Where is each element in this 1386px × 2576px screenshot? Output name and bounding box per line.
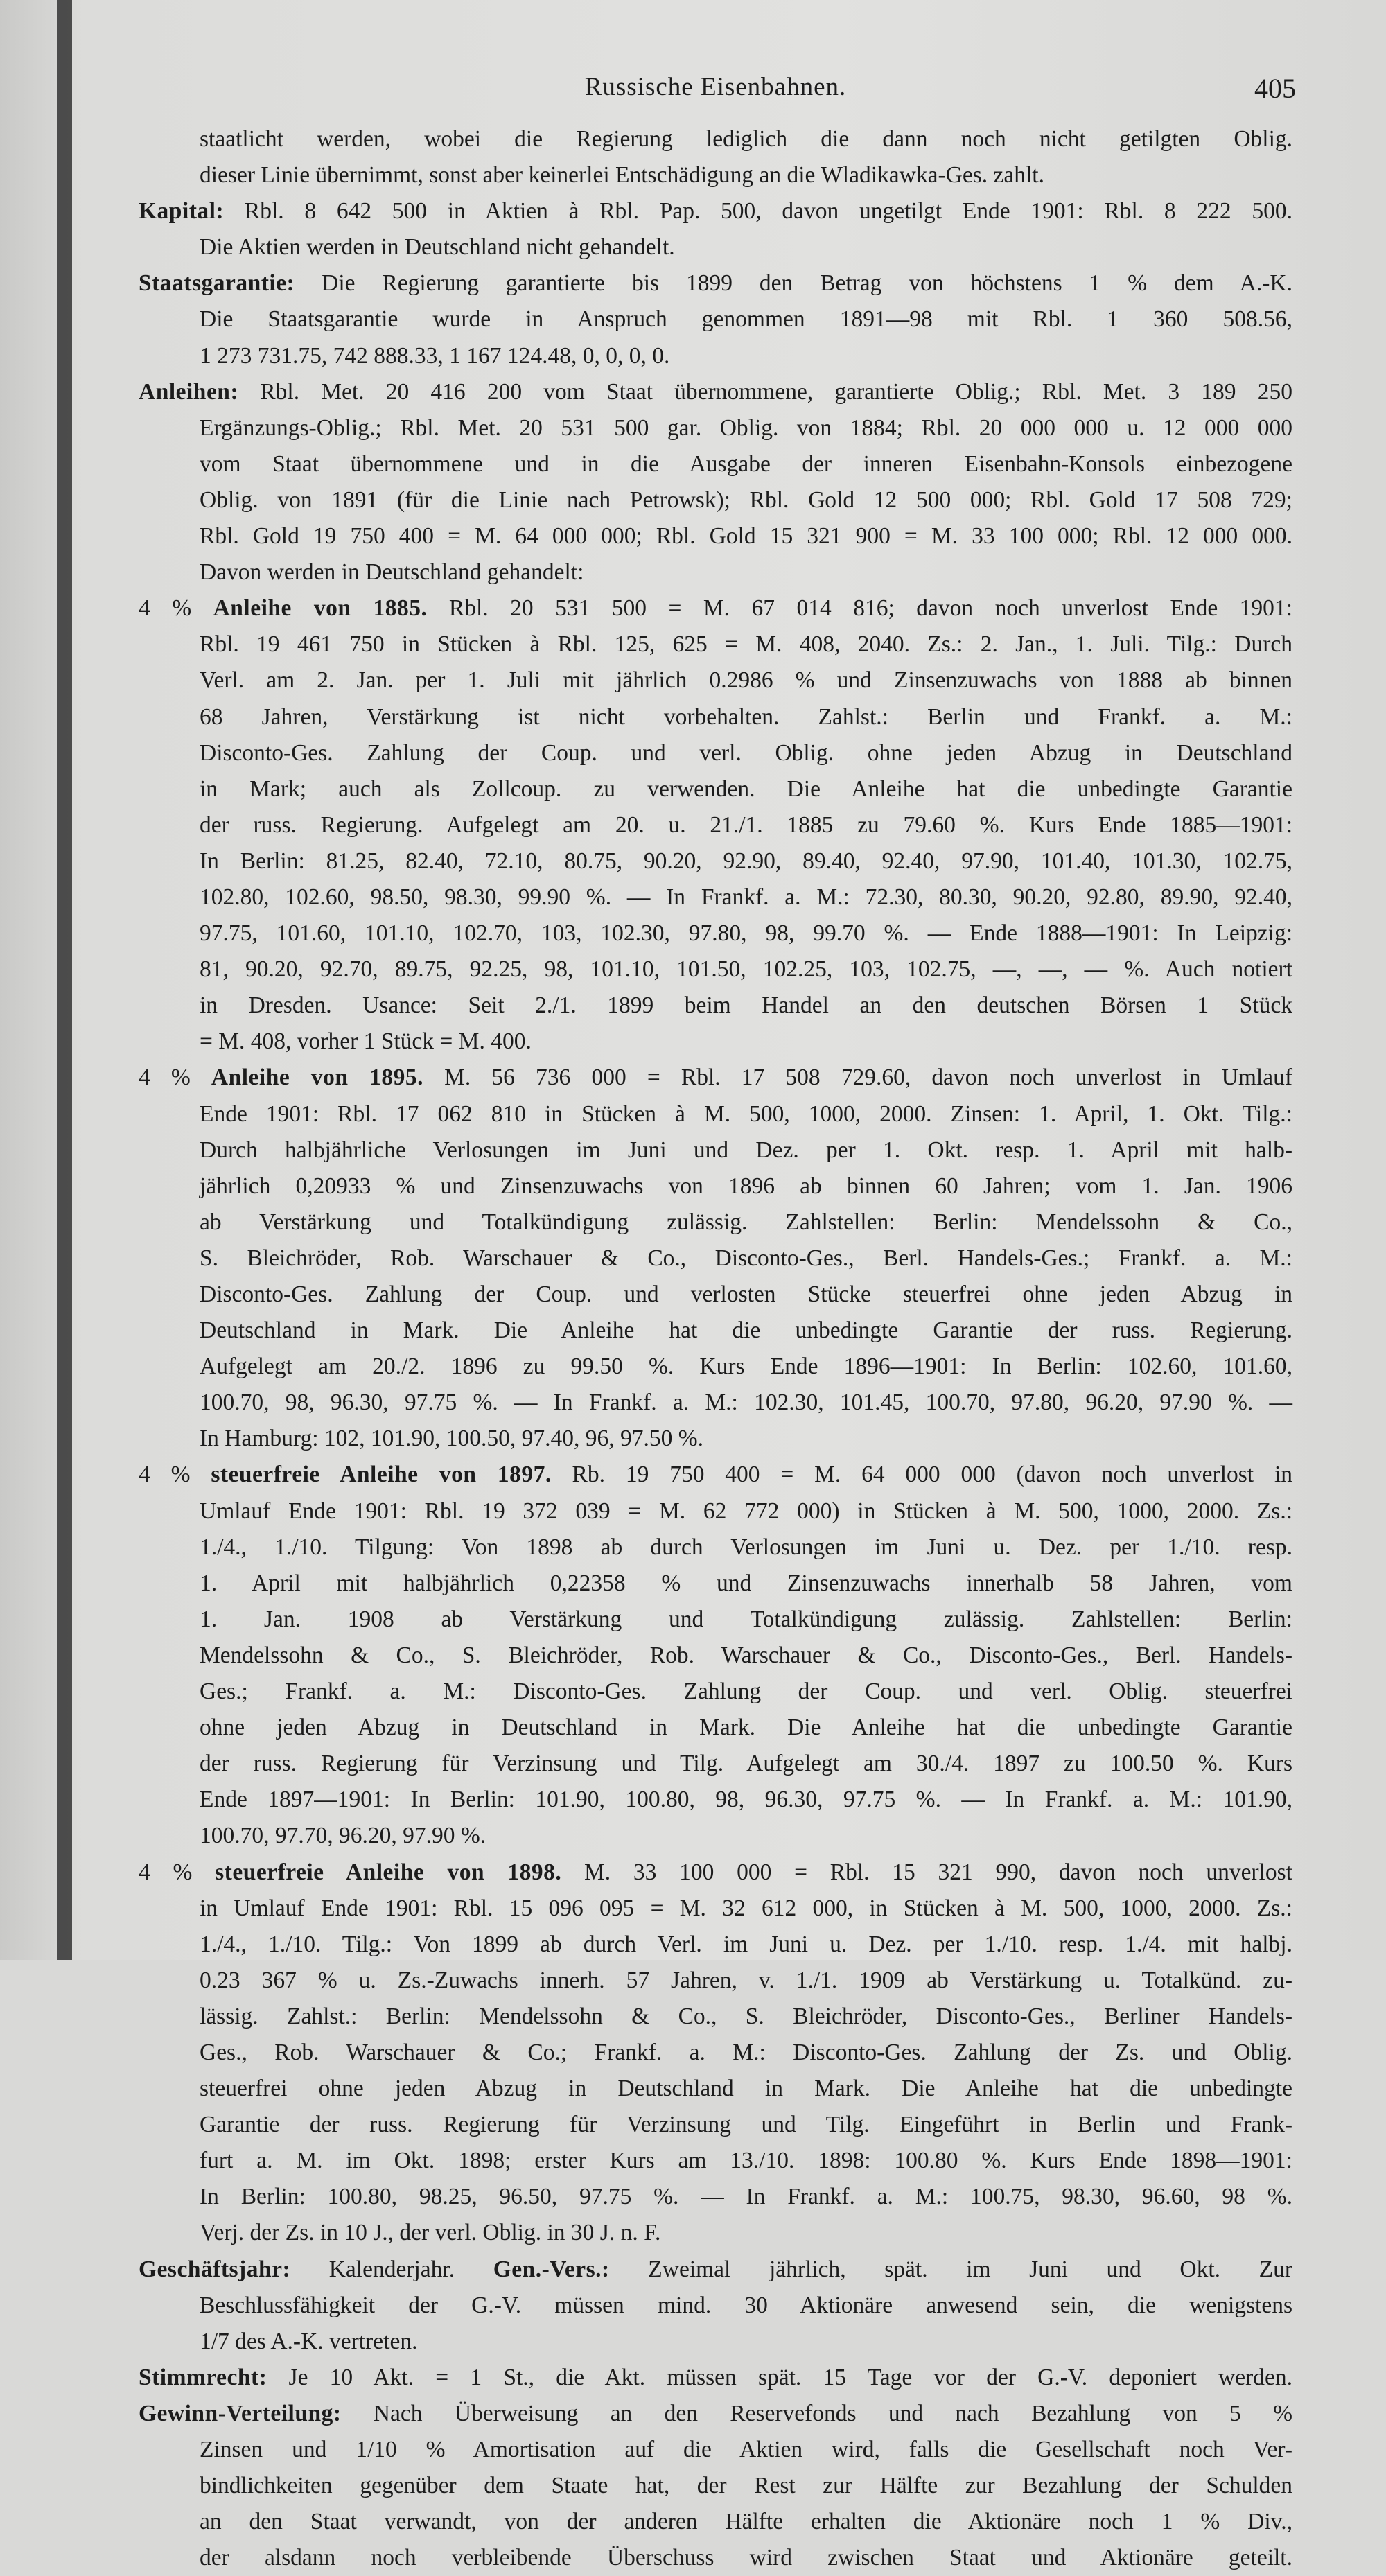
text-run: Ergänzungs-Oblig.; Rbl. Met. 20 531 500 gar. Oblig. von 1884; Rbl. 20 000 000 u. 12 000 000 — [200, 414, 1292, 441]
text-run: Rbl. Gold 19 750 400 = M. 64 000 000; Rbl. Gold 15 321 900 = M. 33 100 000; Rbl. 12 000 000. — [200, 523, 1292, 550]
text-line — [139, 2143, 1292, 2179]
text-run: Kalenderjahr. — [290, 2256, 493, 2282]
text-run: vom Staat übernommene und in die Ausgabe der inneren Eisenbahn-Konsols einbezogene — [200, 450, 1292, 477]
text-run: Davon werden in Deutschland gehandelt: — [200, 559, 584, 586]
text-run: Beschlussfähigkeit der G.-V. müssen mind. 30 Aktionäre anwesend sein, die wenigstens — [200, 2292, 1292, 2318]
text-run: Disconto-Ges. Zahlung der Coup. und verlosten Stücke steuerfrei ohne jeden Abzug in — [200, 1281, 1292, 1307]
text-run: der russ. Regierung. Aufgelegt am 20. u. 21./1. 1885 zu 79.60 %. Kurs Ende 1885—1901: — [200, 812, 1292, 838]
text-run: furt a. M. im Okt. 1898; erster Kurs am 13./10. 1898: 100.80 %. Kurs Ende 1898—1901: — [200, 2148, 1292, 2174]
text-run: Ges., Rob. Warschauer & Co.; Frankf. a. M.: Disconto-Ges. Zahlung der Zs. und Oblig. — [200, 2039, 1292, 2065]
text-run: der russ. Regierung für Verzinsung und Tilg. Aufgelegt am 30./4. 1897 zu 100.50 %. Kurs — [200, 1751, 1292, 1777]
text-line — [139, 2468, 1292, 2504]
text-line — [139, 1963, 1292, 1999]
text-line — [139, 1818, 1292, 1854]
text-line — [139, 410, 1292, 446]
text-line — [139, 2179, 1292, 2215]
text-run: Aufgelegt am 20./2. 1896 zu 99.50 %. Kurs Ende 1896—1901: In Berlin: 102.60, 101.60, — [200, 1353, 1292, 1380]
text-run: = M. 408, vorher 1 Stück = M. 400. — [200, 1028, 532, 1055]
text-line — [139, 1493, 1292, 1530]
text-line — [139, 446, 1292, 482]
text-line — [139, 2215, 1292, 2251]
text-line — [139, 338, 1292, 374]
text-run: Zinsen und 1/10 % Amortisation auf die Aktien wird, falls die Gesellschaft noch Ver- — [200, 2437, 1292, 2462]
text-run: an den Staat verwandt, von der anderen Hälfte erhalten die Aktionäre noch 1 % Div., — [200, 2509, 1292, 2535]
text-line — [139, 265, 1292, 301]
text-line — [139, 988, 1292, 1024]
text-line — [139, 193, 1292, 229]
text-line — [139, 2324, 1292, 2360]
text-line — [139, 157, 1292, 193]
text-run: Zweimal jährlich, spät. im Juni und Okt. Zur — [609, 2256, 1292, 2282]
entry-heading: Geschäftsjahr: — [139, 2256, 291, 2282]
text-run: In Berlin: 81.25, 82.40, 72.10, 80.75, 90.20, 92.90, 89.40, 92.40, 97.90, 101.40, 101.30, 102.75, — [200, 848, 1292, 874]
text-run: Rbl. 19 461 750 in Stücken à Rbl. 125, 625 = M. 408, 2040. Zs.: 2. Jan., 1. Juli. Tilg.: Durch — [200, 631, 1292, 658]
text-line — [139, 1277, 1292, 1313]
text-line — [139, 554, 1292, 590]
text-line — [139, 1024, 1292, 1060]
text-line — [139, 1096, 1292, 1132]
running-title: Russische Eisenbahnen. — [584, 73, 847, 101]
page-number: 405 — [1254, 73, 1296, 104]
text-line — [139, 1385, 1292, 1421]
text-line — [139, 1530, 1292, 1566]
text-run: 100.70, 97.70, 96.20, 97.90 %. — [200, 1823, 486, 1849]
entry-heading: Anleihen: — [139, 378, 239, 405]
text-run: 4 % — [139, 1462, 211, 1488]
text-run: bindlichkeiten gegenüber dem Staate hat, der Rest zur Hälfte zur Bezahlung der Schulden — [200, 2473, 1292, 2499]
text-line — [139, 1132, 1292, 1168]
text-line — [139, 2540, 1292, 2576]
text-line — [139, 2288, 1292, 2324]
text-line — [139, 229, 1292, 265]
text-run: Ende 1901: Rbl. 17 062 810 in Stücken à M. 500, 1000, 2000. Zinsen: 1. April, 1. Okt. Tilg.: — [200, 1101, 1292, 1127]
text-run: 97.75, 101.60, 101.10, 102.70, 103, 102.30, 97.80, 98, 99.70 %. — Ende 1888—1901: In Leipzig: — [200, 920, 1292, 947]
entry-heading: steuerfreie Anleihe von 1898. — [215, 1859, 562, 1885]
binding-edge — [57, 0, 72, 1960]
text-line — [139, 1241, 1292, 1277]
text-line — [139, 1638, 1292, 1674]
text-line — [139, 1746, 1292, 1782]
text-run: jährlich 0,20933 % und Zinsenzuwachs von 1896 ab binnen 60 Jahren; vom 1. Jan. 1906 — [200, 1173, 1292, 1199]
text-run: M. 33 100 000 = Rbl. 15 321 990, davon noch unverlost — [561, 1859, 1292, 1885]
text-run: in Umlauf Ende 1901: Rbl. 15 096 095 = M. 32 612 000, in Stücken à M. 500, 1000, 2000. Zs.: — [200, 1895, 1292, 1921]
text-line — [139, 1855, 1292, 1891]
text-run: Die Aktien werden in Deutschland nicht gehandelt. — [200, 234, 675, 261]
text-line — [139, 771, 1292, 807]
text-run: 102.80, 102.60, 98.50, 98.30, 99.90 %. — In Frankf. a. M.: 72.30, 80.30, 90.20, 92.80, 89.90, 92.40, — [200, 884, 1292, 910]
text-line — [139, 2396, 1292, 2432]
page-body — [139, 121, 1292, 2576]
text-line — [139, 482, 1292, 518]
text-line — [139, 1204, 1292, 1241]
text-line — [139, 627, 1292, 663]
text-line — [139, 1891, 1292, 1927]
text-run: In Berlin: 100.80, 98.25, 96.50, 97.75 %. — In Frankf. a. M.: 100.75, 98.30, 96.60, 98 %. — [200, 2184, 1292, 2210]
text-run: Durch halbjährliche Verlosungen im Juni und Dez. per 1. Okt. resp. 1. April mit halb- — [200, 1137, 1292, 1163]
text-run: Rbl. 8 642 500 in Aktien à Rbl. Pap. 500, davon ungetilgt Ende 1901: Rbl. 8 222 500. — [224, 198, 1292, 225]
text-run: in Mark; auch als Zollcoup. zu verwenden. Die Anleihe hat die unbedingte Garantie — [200, 776, 1292, 802]
text-run: M. 56 736 000 = Rbl. 17 508 729.60, davon noch unverlost in Umlauf — [423, 1064, 1292, 1091]
entry-heading: Anleihe von 1895. — [211, 1064, 423, 1091]
text-run: der alsdann noch verbleibende Überschuss wird zwischen Staat und Aktionäre geteilt. — [200, 2545, 1292, 2571]
text-line — [139, 1566, 1292, 1602]
text-line — [139, 121, 1292, 157]
text-run: Die Staatsgarantie wurde in Anspruch genommen 1891—98 mit Rbl. 1 360 508.56, — [200, 306, 1292, 333]
page-header — [135, 72, 1296, 107]
text-line — [139, 1602, 1292, 1638]
text-line — [139, 952, 1292, 988]
text-run: Verl. am 2. Jan. per 1. Juli mit jährlich 0.2986 % und Zinsenzuwachs von 1888 ab binnen — [200, 667, 1292, 694]
entry-heading: Gen.-Vers.: — [493, 2256, 610, 2282]
text-run: Nach Überweisung an den Reservefonds und nach Bezahlung von 5 % — [341, 2400, 1292, 2426]
text-run: 4 % — [139, 1064, 211, 1091]
entry-heading: Staatsgarantie: — [139, 270, 295, 297]
text-run: 100.70, 98, 96.30, 97.75 %. — In Frankf. a. M.: 102.30, 101.45, 100.70, 97.80, 96.20, 97.90 %. — — [200, 1390, 1292, 1416]
text-line — [139, 1710, 1292, 1746]
text-line — [139, 1313, 1292, 1349]
text-run: Ges.; Frankf. a. M.: Disconto-Ges. Zahlung der Coup. und verl. Oblig. steuerfrei — [200, 1679, 1292, 1705]
text-run: in Dresden. Usance: Seit 2./1. 1899 beim Handel an den deutschen Börsen 1 Stück — [200, 992, 1292, 1019]
text-run: ab Verstärkung und Totalkündigung zulässig. Zahlstellen: Berlin: Mendelssohn & Co., — [200, 1209, 1292, 1235]
text-run: 1 273 731.75, 742 888.33, 1 167 124.48, 0, 0, 0, 0. — [200, 342, 670, 369]
text-line — [139, 1927, 1292, 1963]
text-run: 1/7 des A.-K. vertreten. — [200, 2328, 418, 2354]
text-run: staatlicht werden, wobei die Regierung lediglich die dann noch nicht getilgten Oblig. — [200, 126, 1292, 152]
entry-heading: Kapital: — [139, 198, 225, 225]
text-run: Rb. 19 750 400 = M. 64 000 000 (davon noch unverlost in — [551, 1462, 1292, 1488]
text-line — [139, 1060, 1292, 1096]
text-run: lässig. Zahlst.: Berlin: Mendelssohn & Co., S. Bleichröder, Disconto-Ges., Berliner Handels- — [200, 2003, 1292, 2029]
text-line — [139, 2071, 1292, 2107]
text-line — [139, 1421, 1292, 1457]
entry-heading: Anleihe von 1885. — [213, 595, 428, 622]
text-line — [139, 2360, 1292, 2396]
text-line — [139, 2107, 1292, 2143]
text-run: Ende 1897—1901: In Berlin: 101.90, 100.80, 98, 96.30, 97.75 %. — In Frankf. a. M.: 101.90, — [200, 1787, 1292, 1813]
text-run: Rbl. Met. 20 416 200 vom Staat übernommene, garantierte Oblig.; Rbl. Met. 3 189 250 — [238, 378, 1292, 405]
text-run: Disconto-Ges. Zahlung der Coup. und verl. Oblig. ohne jeden Abzug in Deutschland — [200, 739, 1292, 766]
text-line — [139, 1349, 1292, 1385]
text-run: Je 10 Akt. = 1 St., die Akt. müssen spät. 15 Tage vor der G.-V. deponiert werden. — [267, 2364, 1292, 2390]
text-line — [139, 915, 1292, 952]
text-run: 0.23 367 % u. Zs.-Zuwachs innerh. 57 Jahren, v. 1./1. 1909 ab Verstärkung u. Totalkünd. zu- — [200, 1967, 1292, 1993]
text-line — [139, 843, 1292, 879]
entry-heading: steuerfreie Anleihe von 1897. — [211, 1462, 552, 1488]
text-line — [139, 590, 1292, 627]
text-run: 1. Jan. 1908 ab Verstärkung und Totalkündigung zulässig. Zahlstellen: Berlin: — [200, 1606, 1292, 1632]
text-line — [139, 301, 1292, 338]
text-line — [139, 879, 1292, 915]
text-run: S. Bleichröder, Rob. Warschauer & Co., Disconto-Ges., Berl. Handels-Ges.; Frankf. a. M.: — [200, 1245, 1292, 1271]
text-run: 68 Jahren, Verstärkung ist nicht vorbehalten. Zahlst.: Berlin und Frankf. a. M.: — [200, 703, 1292, 730]
text-run: 1./4., 1./10. Tilg.: Von 1899 ab durch Verl. im Juni u. Dez. per 1./10. resp. 1./4. mit halbj. — [200, 1931, 1292, 1957]
text-run: 1./4., 1./10. Tilgung: Von 1898 ab durch Verlosungen im Juni u. Dez. per 1./10. resp. — [200, 1534, 1292, 1560]
text-line — [139, 1457, 1292, 1493]
text-run: Deutschland in Mark. Die Anleihe hat die unbedingte Garantie der russ. Regierung. — [200, 1317, 1292, 1344]
text-line — [139, 1674, 1292, 1710]
text-line — [139, 663, 1292, 699]
text-line — [139, 807, 1292, 843]
text-line — [139, 2504, 1292, 2540]
text-run: dieser Linie übernimmt, sonst aber keinerlei Entschädigung an die Wladikawka-Ges. zahlt. — [200, 162, 1044, 189]
text-run: Die Regierung garantierte bis 1899 den Betrag von höchstens 1 % dem A.-K. — [295, 270, 1292, 297]
text-run: Oblig. von 1891 (für die Linie nach Petrowsk); Rbl. Gold 12 500 000; Rbl. Gold 17 508 729; — [200, 487, 1292, 513]
text-run: 4 % — [139, 1859, 216, 1885]
text-line — [139, 2432, 1292, 2468]
text-run: steuerfrei ohne jeden Abzug in Deutschland in Mark. Die Anleihe hat die unbedingte — [200, 2076, 1292, 2102]
text-line — [139, 2035, 1292, 2071]
text-run: ohne jeden Abzug in Deutschland in Mark. Die Anleihe hat die unbedingte Garantie — [200, 1715, 1292, 1741]
entry-heading: Stimmrecht: — [139, 2364, 267, 2390]
text-line — [139, 2252, 1292, 2288]
text-line — [139, 374, 1292, 410]
text-line — [139, 1999, 1292, 2035]
text-line — [139, 1782, 1292, 1818]
text-run: Umlauf Ende 1901: Rbl. 19 372 039 = M. 62 772 000) in Stücken à M. 500, 1000, 2000. Zs.: — [200, 1498, 1292, 1524]
text-line — [139, 518, 1292, 554]
text-run: 1. April mit halbjährlich 0,22358 % und Zinsenzuwachs innerhalb 58 Jahren, vom — [200, 1570, 1292, 1596]
text-run: Rbl. 20 531 500 = M. 67 014 816; davon noch unverlost Ende 1901: — [427, 595, 1292, 622]
text-run: Garantie der russ. Regierung für Verzinsung und Tilg. Eingeführt in Berlin und Frank- — [200, 2112, 1292, 2138]
text-run: Mendelssohn & Co., S. Bleichröder, Rob. Warschauer & Co., Disconto-Ges., Berl. Handels- — [200, 1642, 1292, 1668]
text-run: Verj. der Zs. in 10 J., der verl. Oblig. in 30 J. n. F. — [200, 2220, 661, 2246]
text-line — [139, 735, 1292, 771]
text-run: 4 % — [139, 595, 213, 622]
text-run: 81, 90.20, 92.70, 89.75, 92.25, 98, 101.10, 101.50, 102.25, 103, 102.75, —, —, — %. Auch notiert — [200, 956, 1292, 983]
text-line — [139, 1168, 1292, 1204]
text-run: In Hamburg: 102, 101.90, 100.50, 97.40, 96, 97.50 %. — [200, 1426, 704, 1452]
entry-heading: Gewinn-Verteilung: — [139, 2400, 342, 2426]
text-line — [139, 699, 1292, 735]
